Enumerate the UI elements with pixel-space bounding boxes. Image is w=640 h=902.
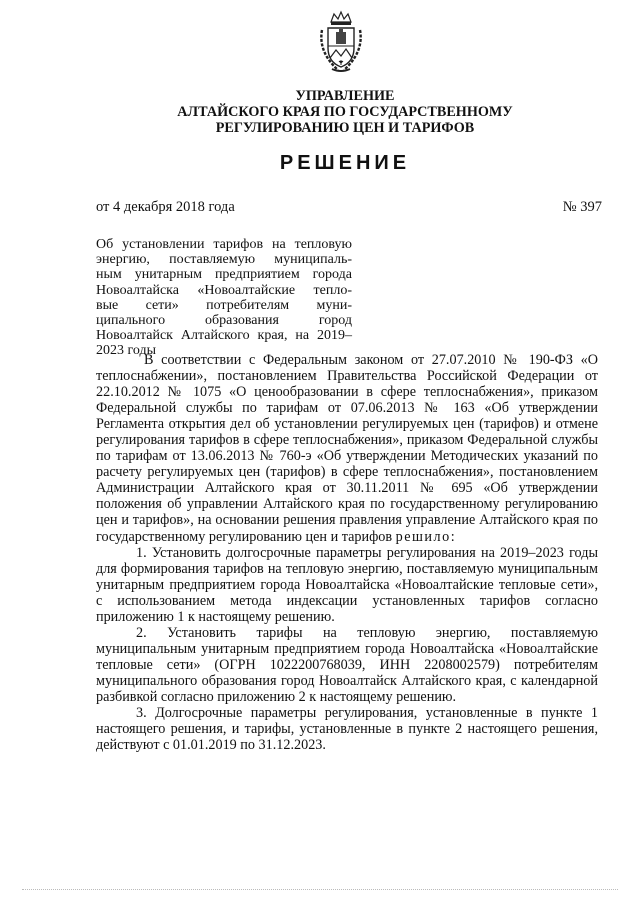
document-subject xyxy=(96,237,352,359)
decided-word: решило xyxy=(395,528,451,545)
subject-line: энергию, поставляемую муниципаль- xyxy=(96,252,352,268)
document-date: от 4 декабря 2018 года xyxy=(96,199,235,215)
agency-line: АЛТАЙСКОГО КРАЯ ПО ГОСУДАРСТВЕННОМУ xyxy=(177,104,513,120)
agency-line: УПРАВЛЕНИЕ xyxy=(295,88,395,104)
subject-line: ным унитарным предприятием города xyxy=(96,267,352,283)
subject-line: ципального образования город xyxy=(96,313,352,329)
document-type-title: РЕШЕНИЕ xyxy=(279,152,411,174)
subject-line: 2023 годы xyxy=(96,343,157,359)
coat-of-arms-emblem xyxy=(316,10,366,74)
decision-item-3: 3. Долгосрочные параметры регулирования, установленные в пункте 1 настоящего решения, и тарифы, установленные в пункте 2 настоящего решения, действуют с 01.01.2019 по 31.12.2023. xyxy=(96,705,598,754)
document-body xyxy=(96,352,598,753)
subject-line: Об установлении тарифов на тепловую xyxy=(96,237,352,252)
subject-line: Новоалтайск Алтайского края, на 2019– xyxy=(96,328,352,344)
subject-line: вые сети» потребителям муни- xyxy=(96,297,352,313)
subject-line: Новоалтайска «Новоалтайские тепло- xyxy=(96,282,352,298)
preamble-text: В соответствии с Федеральным законом от 27.07.2010 № 190-ФЗ «О теплоснабжении», постановлением Правительства Российской Федерации от 22.10.2012 № 1075 «О ценообразовании в сфере теплоснабжения», приказом Федеральной службы по тарифам от 07.06.2013 № 163 «Об утверждении Регламента открытия дел об установлении регулируемых цен (тарифов) и отмене регулирования тарифов в сфере теплоснабжения», приказом Федеральной службы по тарифам от 13.06.2013 № 760-э «Об утверждении Методических указаний по расчету регулируемых цен (тарифов) в сфере теплоснабжения», постановлением Администрации Алтайского края от 30.11.2011 № 695 «Об утверждении положения об управлении Алтайского края по государственному регулированию цен и тарифов», на основании решения правления управление Алтайского края по государственному регулированию цен и тарифов xyxy=(96,352,598,545)
page-bottom-divider xyxy=(22,889,618,890)
agency-line: РЕГУЛИРОВАНИЮ ЦЕН И ТАРИФОВ xyxy=(215,120,475,136)
document-number: № 397 xyxy=(562,199,602,215)
preamble-paragraph: В соответствии с Федеральным законом от 27.07.2010 № 190-ФЗ «О теплоснабжении», постановлением Правительства Российской Федерации от 22.10.2012 № 1075 «О ценообразовании в сфере теплоснабжения», приказом Федеральной службы по тарифам от 07.06.2013 № 163 «Об утверждении Регламента открытия дел об установлении регулируемых цен (тарифов) и отмене регулирования тарифов в сфере теплоснабжения», приказом Федеральной службы по тарифам от 13.06.2013 № 760-э «Об утверждении Методических указаний по расчету регулируемых цен (тарифов) в сфере теплоснабжения», постановлением Администрации Алтайского края от 30.11.2011 № 695 «Об утверждении положения об управлении Алтайского края по государственному регулированию цен и тарифов», на основании решения правления управление Алтайского края по государственному регулированию цен и тарифов решило: xyxy=(96,352,598,545)
decision-item-1: 1. Установить долгосрочные параметры регулирования на 2019–2023 годы для формирования тарифов на тепловую энергию, поставляемую муниципальным унитарным предприятием города Новоалтайска «Новоалтайские тепловые сети», с использованием метода индексации установленных тарифов согласно приложению 1 к настоящему решению. xyxy=(96,544,598,625)
decision-item-2: 2. Установить тарифы на тепловую энергию, поставляемую муниципальным унитарным предприятием города Новоалтайска «Новоалтайские тепловые сети» (ОГРН 1022200768039, ИНН 2208002579) потребителям муниципального образования город Новоалтайск Алтайского края, с календарной разбивкой согласно приложению 2 к настоящему решению. xyxy=(96,624,598,705)
agency-header xyxy=(130,88,560,136)
